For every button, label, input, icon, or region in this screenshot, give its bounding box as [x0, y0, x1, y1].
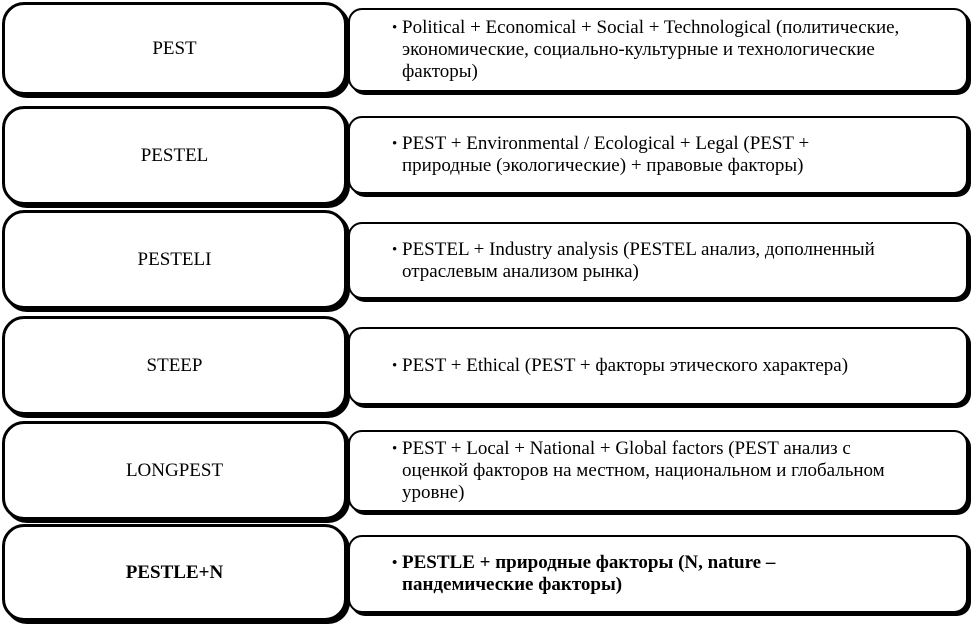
- description-pestel: PEST + Environmental / Ecological + Legal (PEST + природные (экологические) + правовые факторы): [402, 133, 810, 176]
- description-box-steep: [348, 327, 968, 405]
- description-box-longpest: [348, 430, 968, 512]
- bullet-icon: •: [392, 555, 398, 571]
- label-box-steep: [2, 316, 347, 415]
- label-pestel: PESTEL: [140, 144, 209, 166]
- bullet-icon: •: [392, 136, 398, 152]
- description-box-pestel: [348, 116, 968, 194]
- description-pest: Political + Economical + Social + Technological (политические, экономические, социально-культурные и технологические факторы): [402, 17, 900, 82]
- label-box-longpest: [2, 421, 347, 520]
- bullet-icon: •: [392, 358, 398, 374]
- label-box-pestle-n: [2, 524, 347, 621]
- description-pesteli: PESTEL + Industry analysis (PESTEL анализ, дополненный отраслевым анализом рынка): [402, 238, 875, 282]
- label-box-pesteli: [2, 210, 347, 309]
- description-pestle-n: PESTLE + природные факторы (N, nature – пандемические факторы): [402, 552, 776, 595]
- description-box-pesteli: [348, 222, 968, 299]
- label-longpest: LONGPEST: [125, 459, 224, 481]
- label-pesteli: PESTELI: [137, 248, 212, 270]
- bullet-icon: •: [392, 241, 398, 258]
- description-box-pest: [348, 8, 968, 92]
- label-box-pest: [2, 2, 347, 95]
- label-box-pestel: [2, 106, 347, 205]
- description-longpest: PEST + Local + National + Global factors (PEST анализ с оценкой факторов на местном, национальном и глобальном уровне): [402, 438, 885, 503]
- description-box-pestle-n: [348, 535, 968, 613]
- label-pest: PEST: [152, 37, 197, 59]
- description-steep: PEST + Ethical (PEST + факторы этического характера): [402, 355, 849, 376]
- bullet-icon: •: [392, 441, 398, 457]
- bullet-icon: •: [392, 20, 398, 36]
- label-pestle-n: PESTLE+N: [125, 561, 224, 583]
- label-steep: STEEP: [146, 354, 203, 376]
